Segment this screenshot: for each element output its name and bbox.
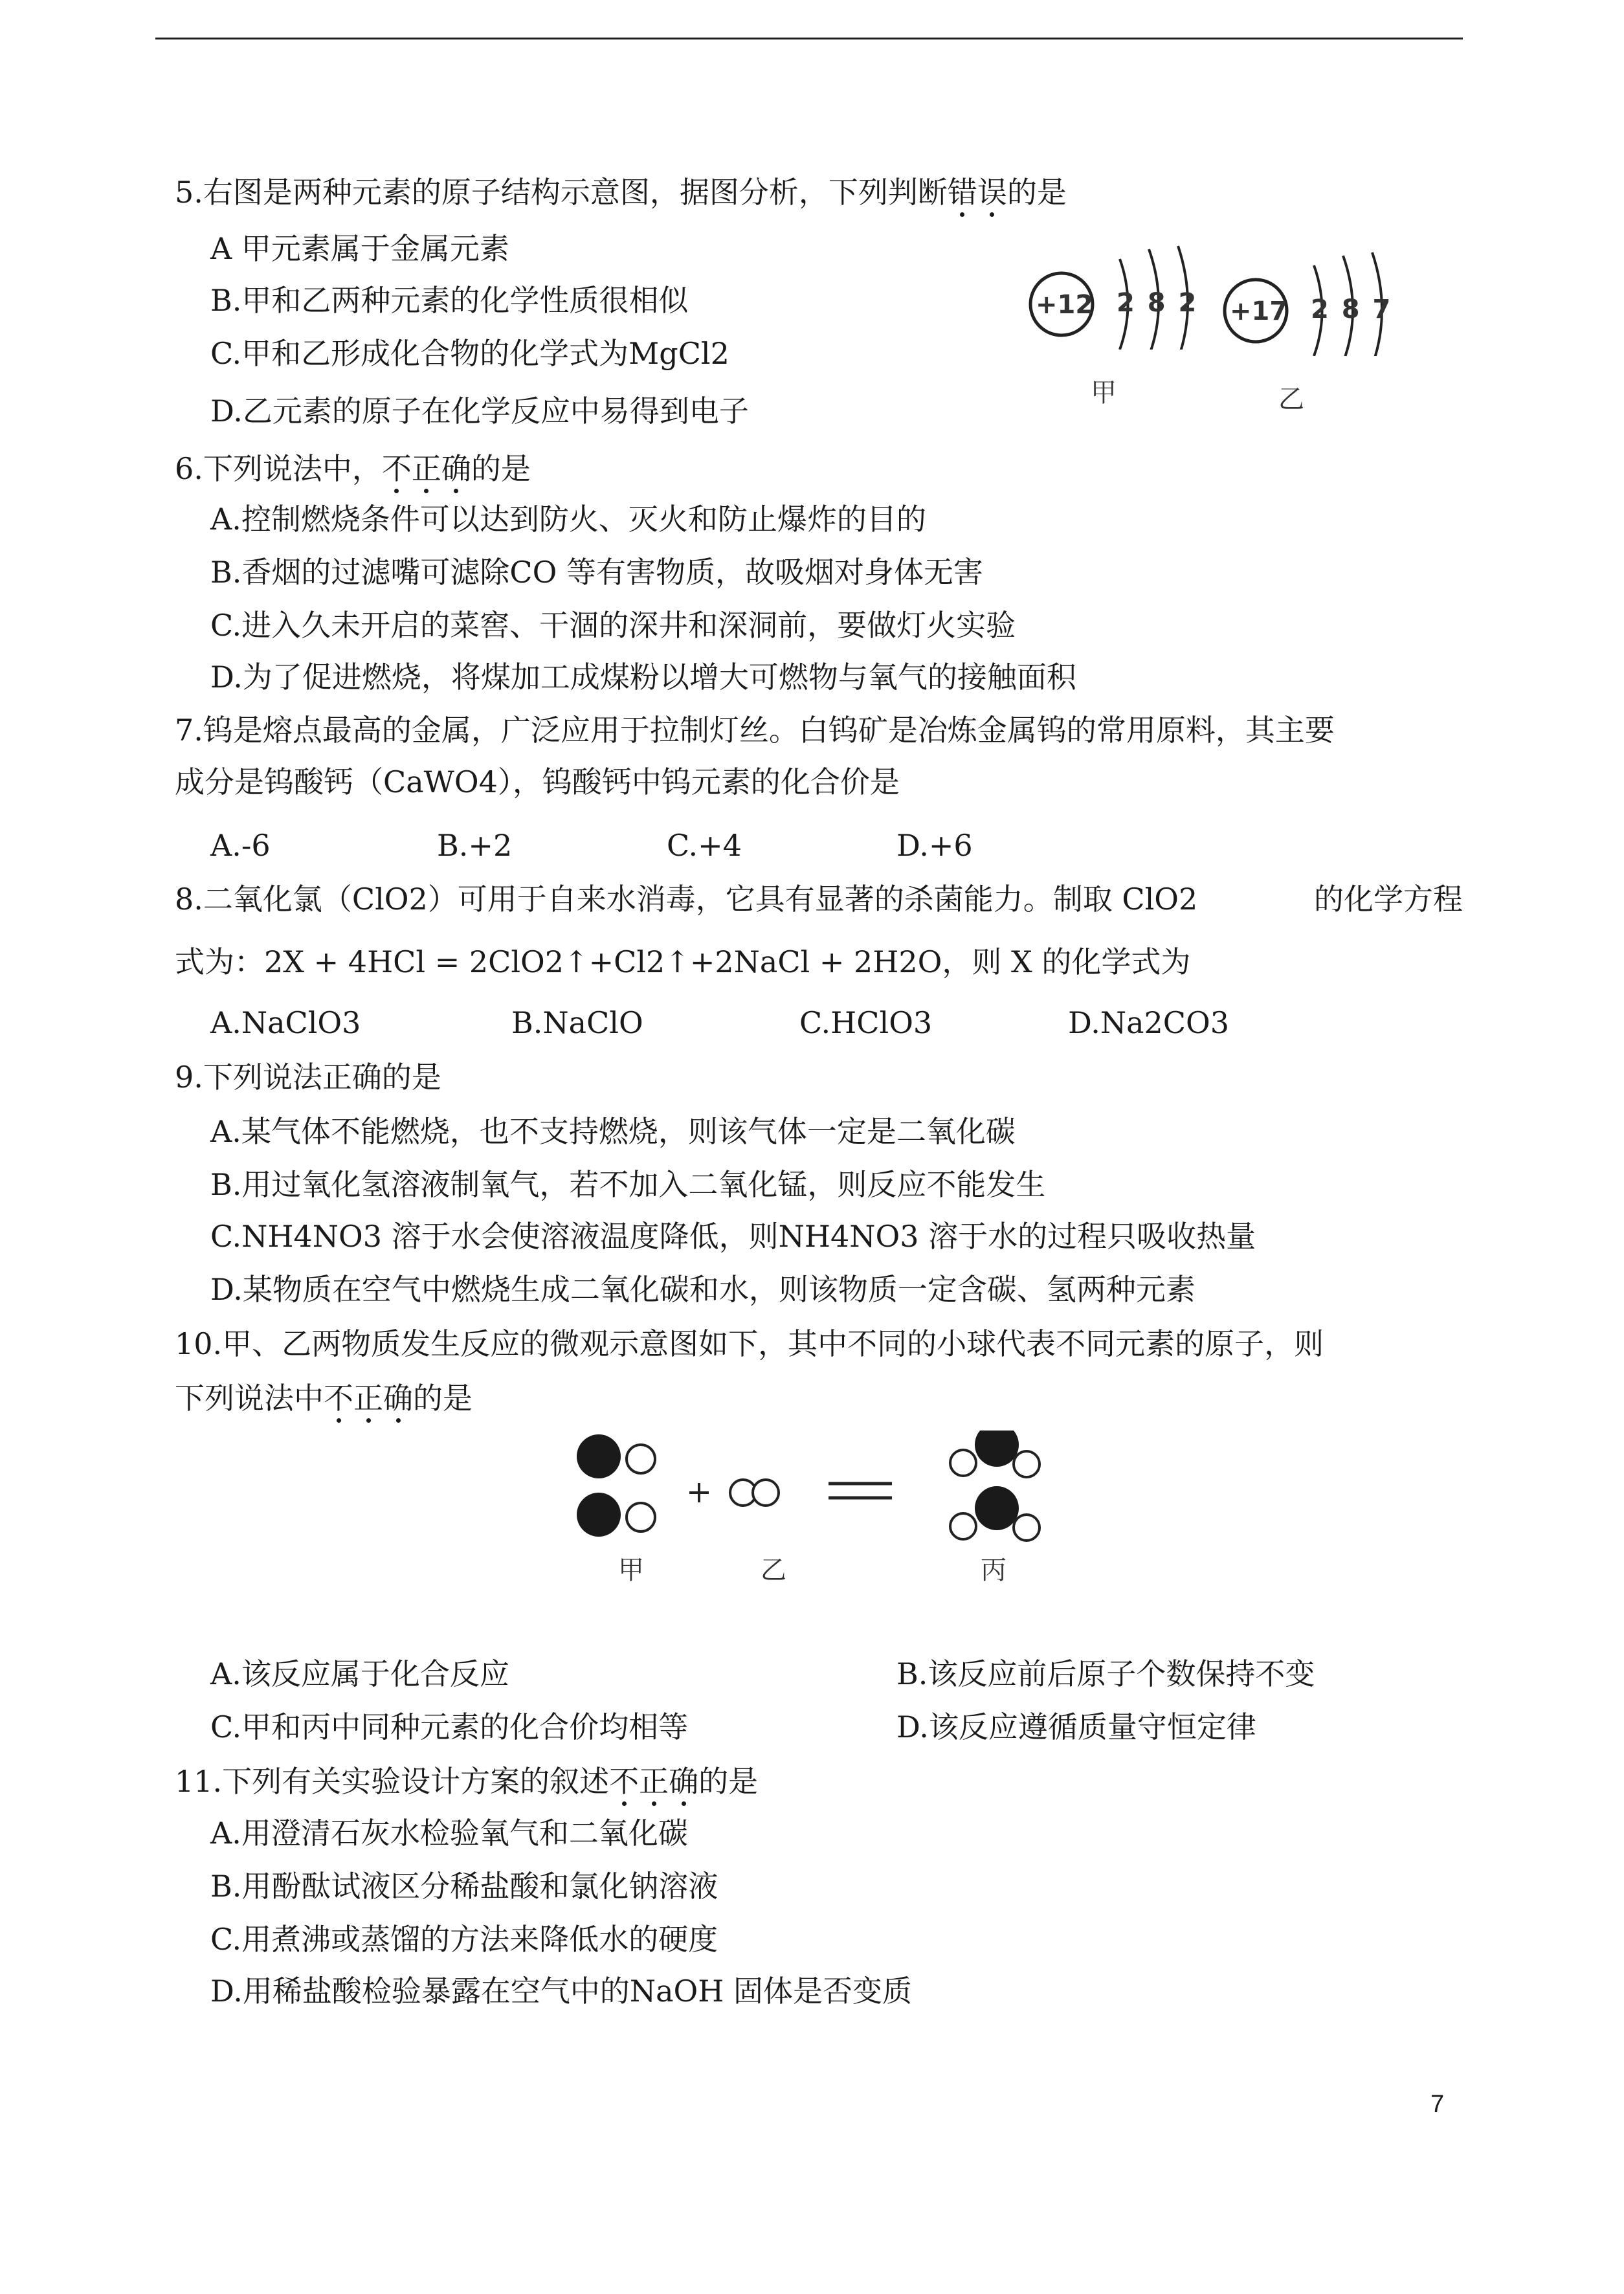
q10-option-d: D.该反应遵循质量守恒定律 [896, 1709, 1256, 1744]
q10-option-a: A.该反应属于化合反应 [210, 1656, 509, 1691]
q10-option-b: B.该反应前后原子个数保持不变 [896, 1656, 1315, 1691]
q7-option-b: B.+2 [437, 828, 513, 863]
q6-option-b: B.香烟的过滤嘴可滤除CO 等有害物质，故吸烟对身体无害 [210, 555, 983, 590]
q8-option-d: D.Na2CO3 [1068, 1005, 1229, 1040]
q10-option-c: C.甲和丙中同种元素的化合价均相等 [210, 1709, 689, 1744]
top-rule [155, 38, 1463, 39]
emphasis-char: 误 [977, 173, 1007, 212]
q6-stem: 6.下列说法中，不正确的是 [175, 449, 531, 488]
emphasis-char: 正 [639, 1762, 669, 1801]
reaction-label-jia: 甲 [618, 1555, 644, 1585]
q8-option-c: C.HClO3 [799, 1005, 933, 1040]
q7-stem-line2: 成分是钨酸钙（CaWO4），钨酸钙中钨元素的化合价是 [175, 764, 900, 799]
q8-option-b: B.NaClO [511, 1005, 643, 1040]
atom-jia-nucleus: +12 [1036, 290, 1094, 320]
q7-stem-line1: 7.钨是熔点最高的金属，广泛应用于拉制灯丝。白钨矿是冶炼金属钨的常用原料，其主要 [175, 713, 1335, 748]
q5-stem: 5.右图是两种元素的原子结构示意图，据图分析，下列判断错误的是 [175, 173, 1067, 212]
q5-option-d: D.乙元素的原子在化学反应中易得到电子 [210, 394, 749, 429]
atom-yi-shells: 2 8 7 [1311, 295, 1391, 324]
atom-yi-label: 乙 [1278, 384, 1304, 414]
q10-stem-line1: 10.甲、乙两物质发生反应的微观示意图如下，其中不同的小球代表不同元素的原子，则 [175, 1326, 1324, 1361]
q7-option-a: A.-6 [210, 828, 271, 863]
q11-option-b: B.用酚酞试液区分稀盐酸和氯化钠溶液 [210, 1869, 718, 1904]
emphasis-char: 正 [353, 1379, 383, 1418]
q8-stem-line2: 式为：2X + 4HCl = 2ClO2↑+Cl2↑+2NaCl + 2H2O，则 X 的化学式为 [175, 944, 1191, 979]
q8-stem-line1: 8.二氧化氯（ClO2）可用于自来水消毒，它具有显著的杀菌能力。制取 ClO2 [175, 882, 1198, 917]
equals-sign [829, 1484, 892, 1498]
q5-option-b: B.甲和乙两种元素的化学性质很相似 [210, 283, 689, 318]
q6-option-d: D.为了促进燃烧，将煤加工成煤粉以增大可燃物与氧气的接触面积 [210, 660, 1076, 695]
emphasis-char: 不 [324, 1379, 353, 1418]
emphasis-char: 错 [948, 173, 977, 212]
q11-option-c: C.用煮沸或蒸馏的方法来降低水的硬度 [210, 1922, 718, 1957]
q9-option-c: C.NH4NO3 溶于水会使溶液温度降低，则NH4NO3 溶于水的过程只吸收热量 [210, 1219, 1256, 1254]
q5-option-a: A 甲元素属于金属元素 [210, 231, 509, 266]
q11-stem: 11.下列有关实验设计方案的叙述不正确的是 [175, 1762, 758, 1801]
q5-option-c: C.甲和乙形成化合物的化学式为MgCl2 [210, 336, 729, 371]
atom-yi-nucleus: +17 [1230, 296, 1288, 326]
reaction-label-bing: 丙 [981, 1555, 1007, 1585]
atom-jia-label: 甲 [1091, 378, 1117, 408]
q11-emphasis [609, 1764, 698, 1799]
q11-option-d: D.用稀盐酸检验暴露在空气中的NaOH 固体是否变质 [210, 1974, 912, 2009]
molecule-bing-1 [950, 1431, 1040, 1477]
q9-option-b: B.用过氧化氢溶液制氧气，若不加入二氧化锰，则反应不能发生 [210, 1167, 1046, 1202]
q6-option-a: A.控制燃烧条件可以达到防火、灭火和防止爆炸的目的 [210, 502, 926, 537]
q9-option-a: A.某气体不能燃烧，也不支持燃烧，则该气体一定是二氧化碳 [210, 1114, 1016, 1149]
emphasis-char: 确 [383, 1379, 413, 1418]
emphasis-char: 正 [412, 449, 441, 488]
q7-option-d: D.+6 [896, 828, 973, 863]
page-number: 7 [1430, 2091, 1445, 2118]
q7-option-c: C.+4 [667, 828, 742, 863]
q10-stem-line2: 下列说法中不正确的是 [175, 1379, 473, 1418]
reaction-label-yi: 乙 [761, 1555, 786, 1585]
q9-option-d: D.某物质在空气中燃烧生成二氧化碳和水，则该物质一定含碳、氢两种元素 [210, 1272, 1196, 1307]
q6-option-c: C.进入久未开启的菜窖、干涸的深井和深洞前，要做灯火实验 [210, 608, 1016, 643]
q5-emphasis [948, 175, 1007, 210]
emphasis-char: 确 [441, 449, 471, 488]
molecule-jia-1 [577, 1434, 655, 1478]
molecule-yi [730, 1480, 779, 1506]
q6-emphasis [382, 451, 471, 486]
q10-emphasis [324, 1381, 413, 1416]
molecule-bing-2 [950, 1486, 1040, 1541]
emphasis-char: 不 [382, 449, 412, 488]
q8-stem-line1-end: 的化学方程 [1314, 882, 1463, 917]
q9-stem: 9.下列说法正确的是 [175, 1060, 441, 1095]
emphasis-char: 确 [669, 1762, 698, 1801]
plus-sign [689, 1483, 709, 1502]
q8-option-a: A.NaClO3 [210, 1005, 361, 1040]
q11-option-a: A.用澄清石灰水检验氧气和二氧化碳 [210, 1816, 688, 1851]
molecule-jia-2 [577, 1493, 655, 1537]
atom-jia-shells: 2 8 2 [1117, 288, 1197, 318]
emphasis-char: 不 [609, 1762, 639, 1801]
